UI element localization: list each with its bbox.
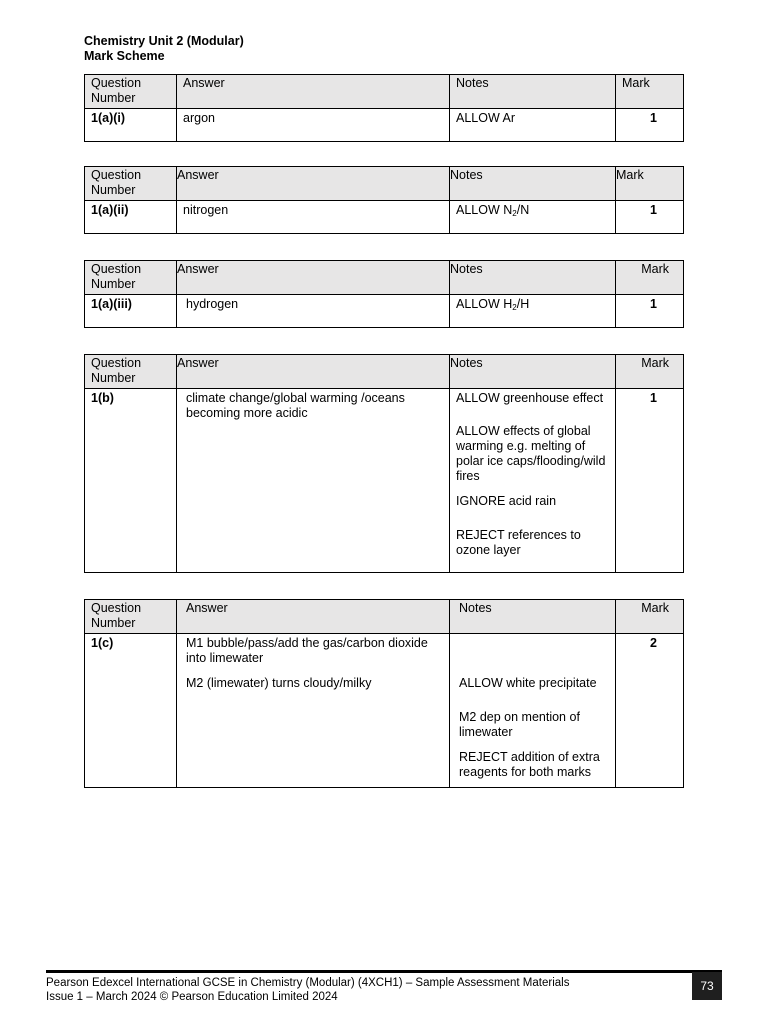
- table-row: [85, 295, 684, 328]
- question-number: 1(b): [85, 389, 177, 573]
- notes-cell: ALLOW white precipitate M2 dep on mention of limewater REJECT addition of extra reagents for both marks: [450, 634, 616, 788]
- answer-header: Answer: [177, 355, 450, 389]
- mark-cell: 2: [616, 634, 684, 788]
- table-header-row: [85, 167, 684, 201]
- answer-cell: hydrogen: [177, 295, 450, 328]
- answer-header: Answer: [177, 600, 450, 634]
- notes-header: Notes: [450, 355, 616, 389]
- mark-cell: 1: [616, 109, 684, 142]
- question-number-header: Question Number: [85, 600, 177, 634]
- table-row: [85, 389, 684, 573]
- question-number: 1(a)(iii): [85, 295, 177, 328]
- mark-table-1aii: [84, 166, 684, 234]
- notes-cell: ALLOW $H_2/H$: [450, 295, 616, 328]
- footer-divider: [46, 970, 722, 973]
- document-header: [84, 34, 244, 64]
- mark-table-1ai: [84, 74, 684, 142]
- notes-cell: ALLOW greenhouse effect ALLOW effects of global warming e.g. melting of polar ice caps/flooding/wild fires IGNORE acid rain REJECT references to ozone layer: [450, 389, 616, 573]
- footer-line-1: Pearson Edexcel International GCSE in Chemistry (Modular) (4XCH1) – Sample Assessment Materials: [46, 977, 570, 989]
- notes-cell: ALLOW Ar: [450, 109, 616, 142]
- answer-cell: argon: [177, 109, 450, 142]
- table-header-row: [85, 355, 684, 389]
- answer-cell: nitrogen: [177, 201, 450, 234]
- question-number: 1(a)(i): [85, 109, 177, 142]
- mark-table-1c: [84, 599, 684, 788]
- page-number-badge: 73: [692, 972, 722, 1000]
- document-title: Chemistry Unit 2 (Modular): [84, 34, 244, 48]
- table-header-row: [85, 600, 684, 634]
- mark-header: Mark: [616, 75, 684, 109]
- question-number: 1(a)(ii): [85, 201, 177, 234]
- mark-cell: 1: [616, 295, 684, 328]
- mark-cell: 1: [616, 201, 684, 234]
- question-number-header: Question Number: [85, 261, 177, 295]
- answer-header: Answer: [177, 75, 450, 109]
- notes-header: Notes: [450, 600, 616, 634]
- question-number: 1(c): [85, 634, 177, 788]
- table-header-row: [85, 261, 684, 295]
- mark-header: Mark: [616, 355, 684, 389]
- table-row: [85, 201, 684, 234]
- mark-table-1aiii: [84, 260, 684, 328]
- question-number-header: Question Number: [85, 75, 177, 109]
- footer-text: [46, 976, 569, 1004]
- table-header-row: [85, 75, 684, 109]
- notes-cell: ALLOW $N_2/N$: [450, 201, 616, 234]
- answer-cell: climate change/global warming /oceans becoming more acidic: [177, 389, 450, 573]
- answer-header: Answer: [177, 261, 450, 295]
- table-row: [85, 634, 684, 788]
- notes-header: Notes: [450, 75, 616, 109]
- table-row: [85, 109, 684, 142]
- mark-header: Mark: [616, 600, 684, 634]
- mark-table-1b: [84, 354, 684, 573]
- notes-header: Notes: [450, 167, 616, 201]
- notes-header: Notes: [450, 261, 616, 295]
- document-subtitle: Mark Scheme: [84, 49, 165, 63]
- footer-line-2: Issue 1 – March 2024 © Pearson Education Limited 2024: [46, 991, 338, 1003]
- mark-header: Mark: [616, 167, 684, 201]
- question-number-header: Question Number: [85, 355, 177, 389]
- answer-cell: M1 bubble/pass/add the gas/carbon dioxide into limewater M2 (limewater) turns cloudy/milky: [177, 634, 450, 788]
- question-number-header: Question Number: [85, 167, 177, 201]
- answer-header: Answer: [177, 167, 450, 201]
- mark-header: Mark: [616, 261, 684, 295]
- mark-cell: 1: [616, 389, 684, 573]
